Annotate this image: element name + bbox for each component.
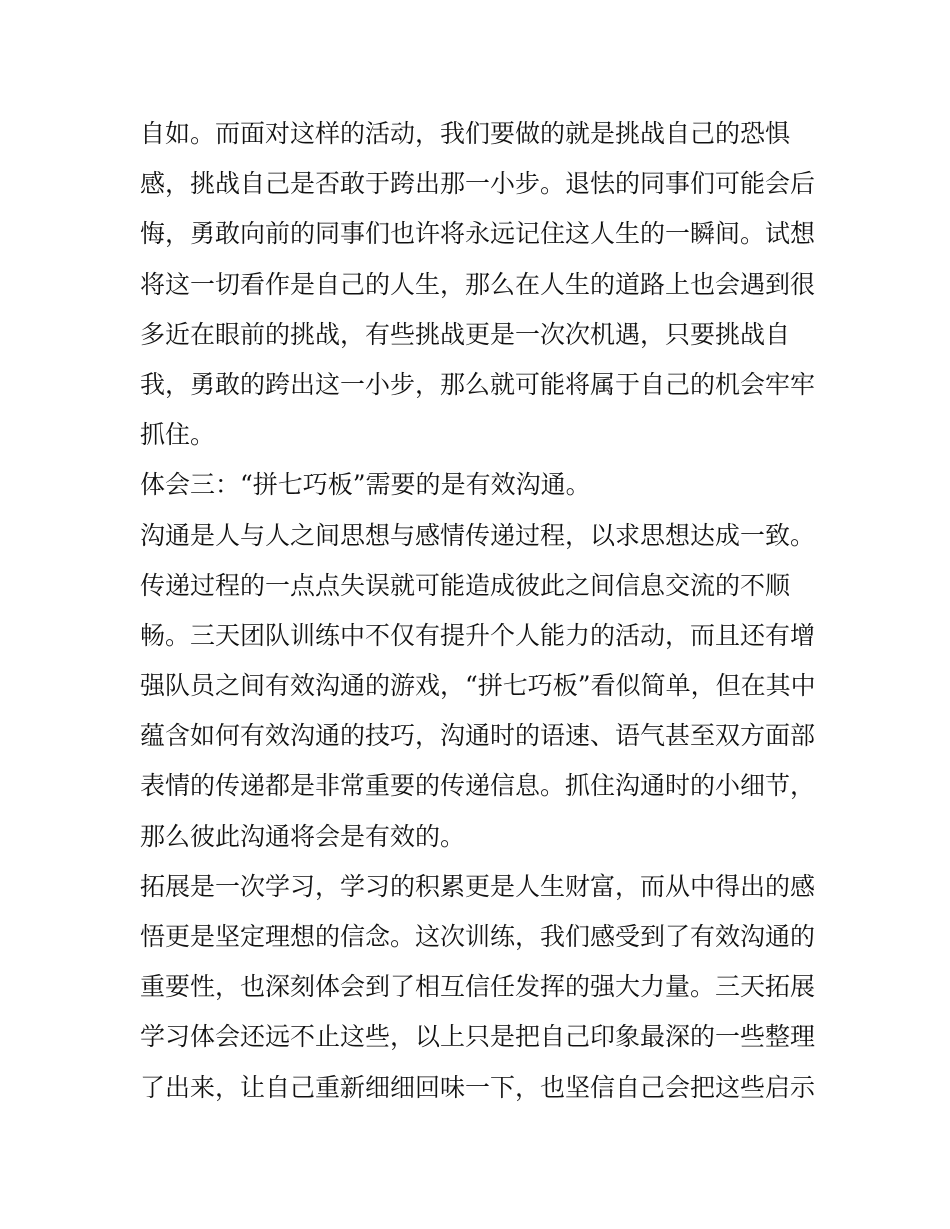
text-line: 蕴含如何有效沟通的技巧，沟通时的语速、语气甚至双方面部 — [140, 721, 816, 751]
section-heading: 体会三：“拼七巧板”需要的是有效沟通。 — [140, 470, 591, 500]
text-line: 传递过程的一点点失误就可能造成彼此之间信息交流的不顺 — [140, 570, 791, 600]
text-line: 重要性，也深刻体会到了相互信任发挥的强大力量。三天拓展 — [140, 972, 816, 1002]
text-line: 表情的传递都是非常重要的传递信息。抓住沟通时的小细节， — [140, 771, 816, 801]
text-line: 悟更是坚定理想的信念。这次训练，我们感受到了有效沟通的 — [140, 922, 816, 951]
text-line: 沟通是人与人之间思想与感情传递过程，以求思想达成一致。 — [140, 520, 816, 550]
text-line: 抓住。 — [140, 420, 216, 450]
text-line: 悔，勇敢向前的同事们也许将永远记住这人生的一瞬间。试想 — [140, 219, 816, 249]
text-line: 强队员之间有效沟通的游戏，“拼七巧板”看似简单，但在其中 — [140, 671, 816, 701]
text-line: 畅。三天团队训练中不仅有提升个人能力的活动，而且还有增 — [140, 620, 816, 650]
text-line: 感，挑战自己是否敢于跨出那一小步。退怯的同事们可能会后 — [140, 169, 816, 199]
text-line: 自如。而面对这样的活动，我们要做的就是挑战自己的恐惧 — [140, 119, 791, 148]
text-line: 那么彼此沟通将会是有效的。 — [140, 821, 466, 851]
text-line: 拓展是一次学习，学习的积累更是人生财富，而从中得出的感 — [140, 871, 816, 901]
text-line: 多近在眼前的挑战，有些挑战更是一次次机遇，只要挑战自 — [140, 319, 791, 349]
text-line: 我，勇敢的跨出这一小步，那么就可能将属于自己的机会牢牢 — [140, 369, 816, 399]
text-line: 了出来，让自己重新细细回味一下，也坚信自己会把这些启示 — [140, 1072, 816, 1102]
text-line: 学习体会还远不止这些，以上只是把自己印象最深的一些整理 — [140, 1022, 816, 1052]
text-line: 将这一切看作是自己的人生，那么在人生的道路上也会遇到很 — [140, 269, 816, 299]
body-text — [140, 109, 830, 1113]
